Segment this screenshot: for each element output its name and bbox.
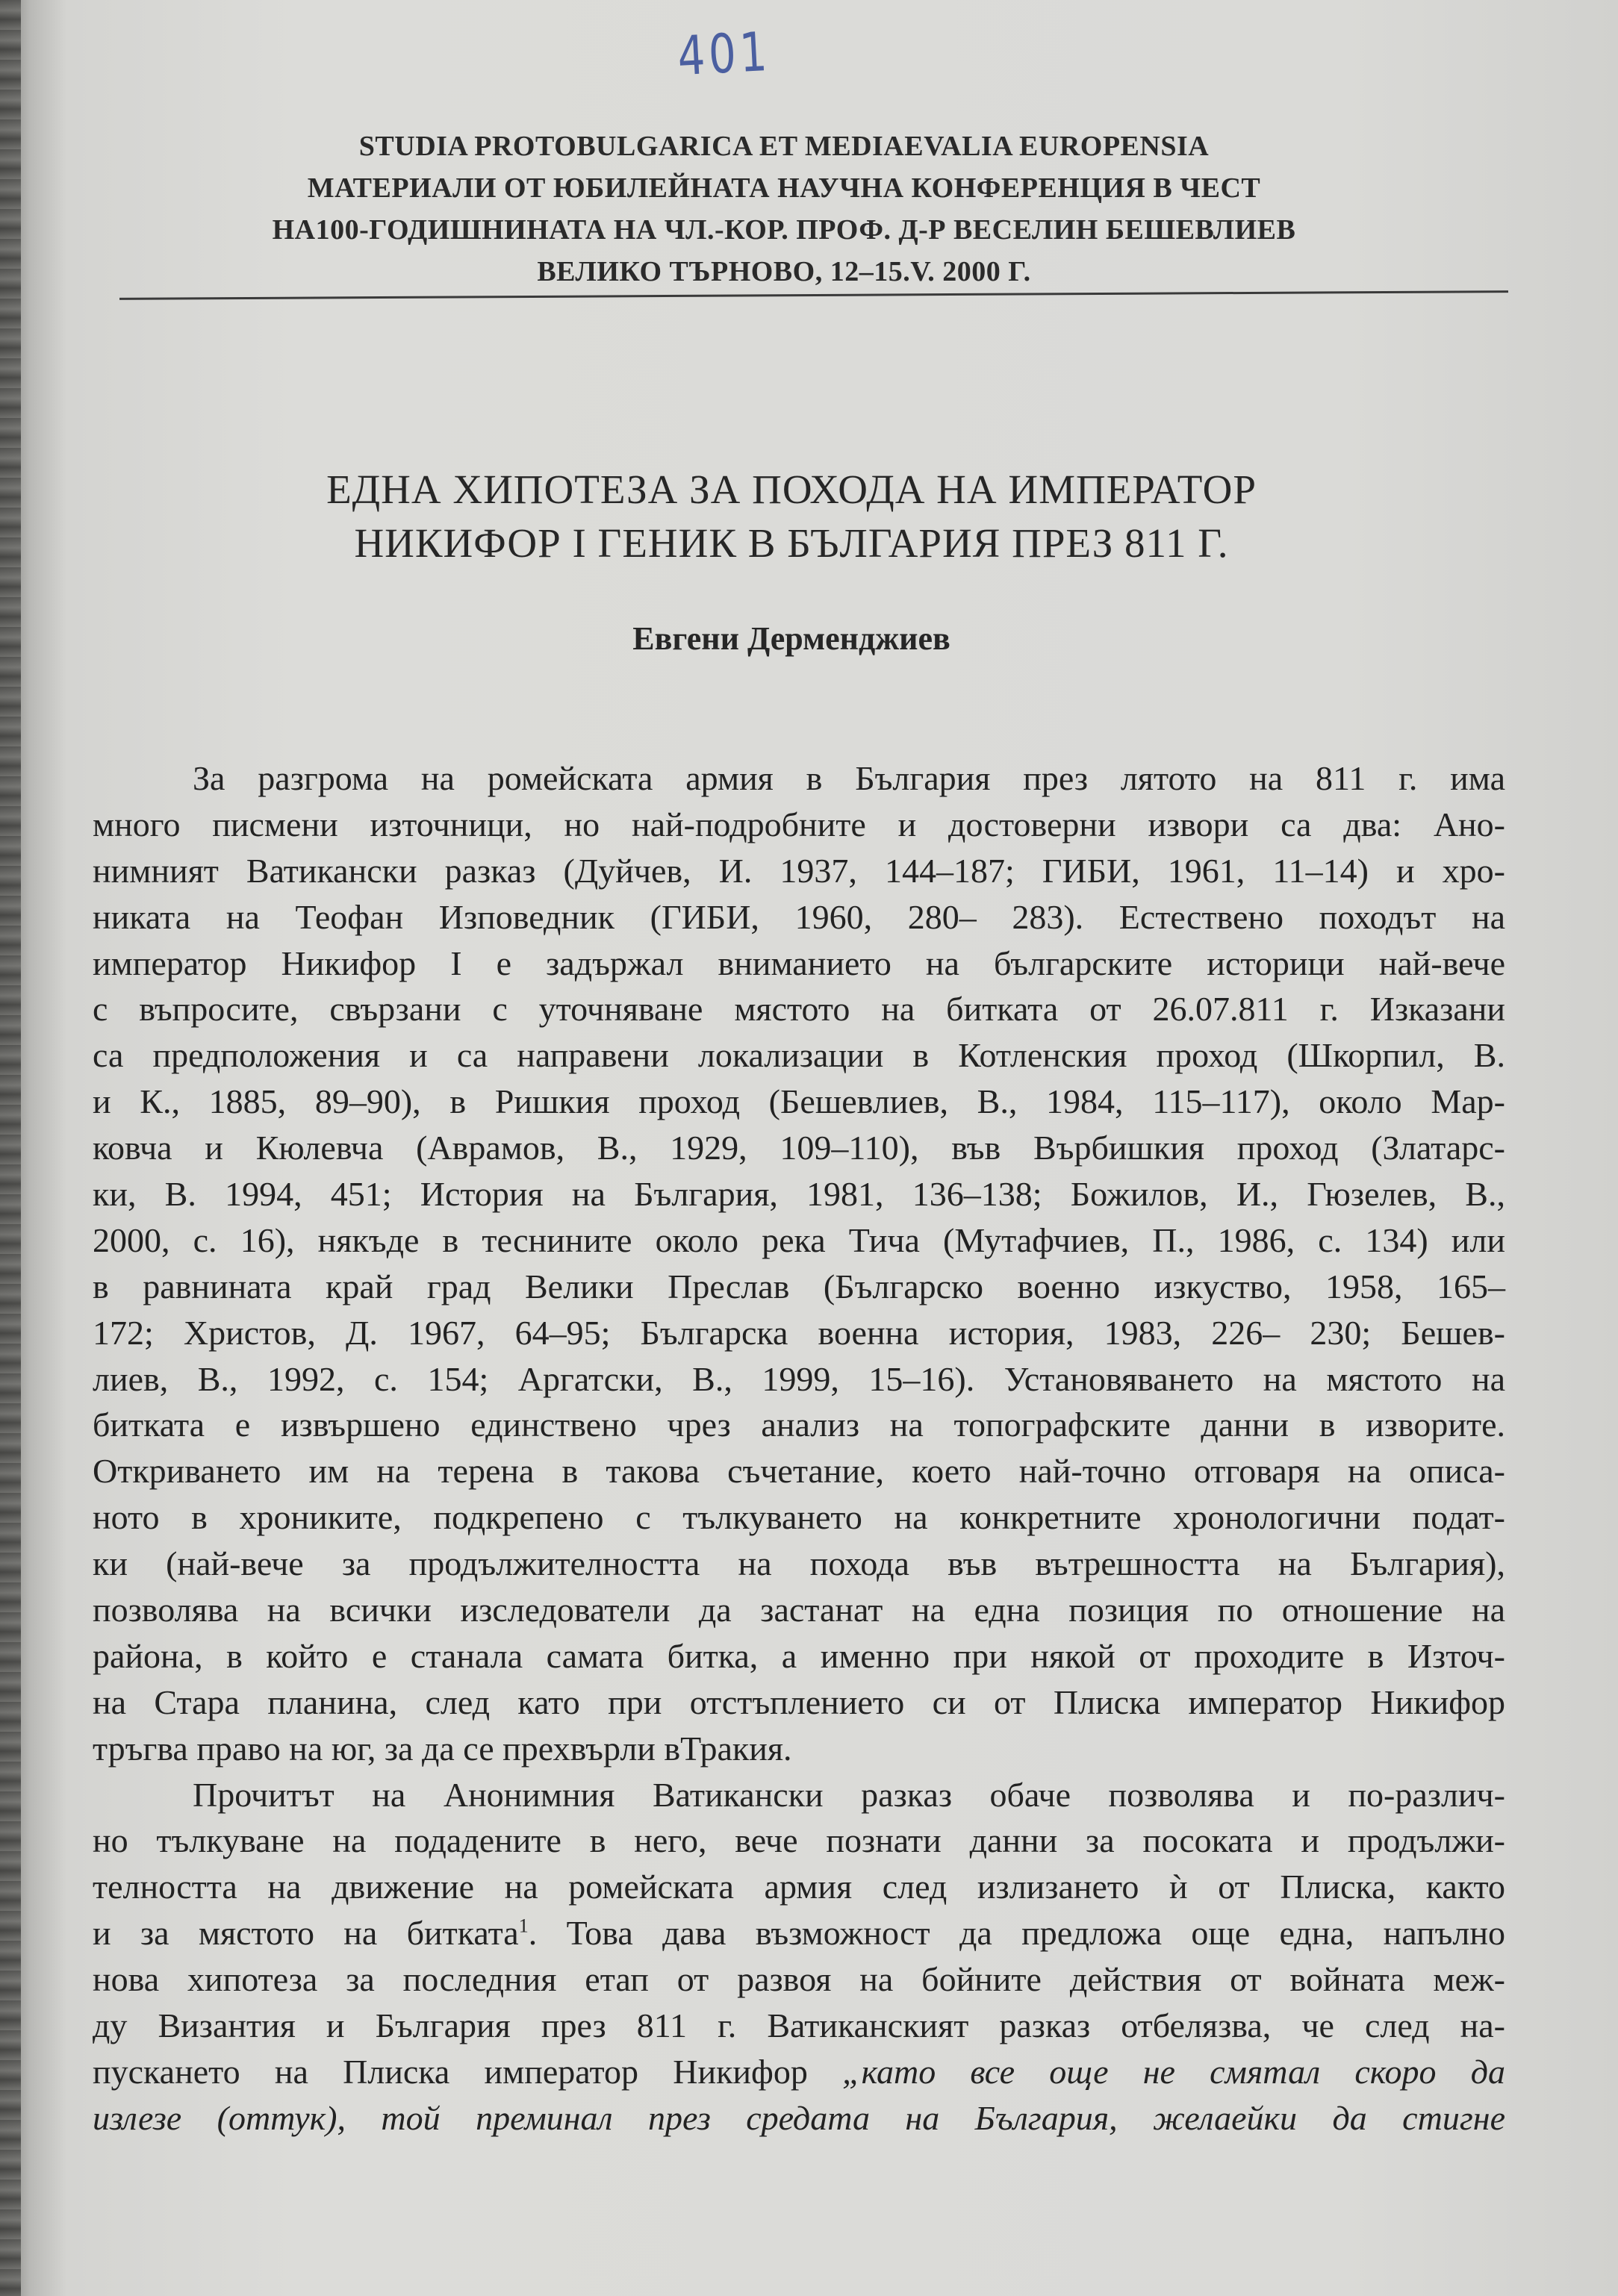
series-header-line: МАТЕРИАЛИ ОТ ЮБИЛЕЙНАТА НАУЧНА КОНФЕРЕНЦИЯ В ЧЕСТ [307, 172, 1261, 204]
body-line: ното в хрониките, подкрепено с тълкуването на конкретните хронологични подат- [93, 1498, 1505, 1537]
title-line: ЕДНА ХИПОТЕЗА ЗА ПОХОДА НА ИМПЕРАТОР [326, 467, 1257, 512]
body-line: 2000, с. 16), някъде в теснините около река Тича (Мутафчиев, П., 1986, с. 134) или [93, 1220, 1505, 1259]
handwritten-page-number: 401 [676, 19, 773, 88]
body-line: но тълкуване на подадените в него, вече познати данни за посоката и продължи- [93, 1821, 1505, 1860]
series-header [149, 125, 1419, 293]
body-line: нимният Ватикански разказ (Дуйчев, И. 1937, 144–187; ГИБИ, 1961, 11–14) и хро- [93, 851, 1505, 890]
body-line [93, 1910, 1505, 1956]
body-line: Откриването им на терена в такова съчетание, което най-точно отговаря на описа- [93, 1452, 1505, 1491]
body-line: района, в който е станала самата битка, а именно при някой от проходите в Източ- [93, 1636, 1505, 1675]
body-line: ду Византия и България през 811 г. Ватиканският разказ отбелязва, че след на- [93, 2006, 1505, 2045]
body-line: император Никифор I е задържал вниманието на българските историци най-вече [93, 943, 1505, 982]
body-line: в равнината край град Велики Преслав (Българско военно изкуство, 1958, 165– [93, 1267, 1505, 1305]
series-header-line: НА100-ГОДИШНИНАТА НА ЧЛ.-КОР. ПРОФ. Д-Р ВЕСЕЛИН БЕШЕВЛИЕВ [272, 214, 1296, 246]
body-text: . Това дава възможност да предложа още една, напълно [528, 1914, 1505, 1953]
body-line: излезе (оттук), той преминал през средата на България, желаейки да стигне [93, 2098, 1505, 2137]
body-text: и за мястото на битката [93, 1914, 519, 1953]
body-line: никата на Теофан Изповедник (ГИБИ, 1960, 280– 283). Естествено походът на [93, 897, 1505, 936]
body-line: много писмени източници, но най-подробните и достоверни извори са два: Ано- [93, 805, 1505, 843]
article-title [149, 463, 1434, 570]
binding-edge-shadow [0, 0, 21, 2296]
body-line: ки (най-вече за продължителността на похода във вътрешността на България), [93, 1544, 1505, 1583]
body-line: 172; Христов, Д. 1967, 64–95; Българска военна история, 1983, 226– 230; Бешев- [93, 1313, 1505, 1352]
body-text: пускането на Плиска император Никифор [93, 2052, 843, 2091]
footnote-marker: 1 [518, 1915, 529, 1937]
body-line: са предположения и са направени локализации в Котленския проход (Шкорпил, В. [93, 1036, 1505, 1075]
body-line: ки, В. 1994, 451; История на България, 1981, 136–138; Божилов, И., Гюзелев, В., [93, 1175, 1505, 1214]
author-name: Евгени Дерменджиев [632, 620, 950, 657]
body-line: лиев, В., 1992, с. 154; Аргатски, В., 1999, 15–16). Установяването на мястото на [93, 1359, 1505, 1398]
body-line: тръгва право на юг, за да се прехвърли вТракия. [93, 1729, 792, 1768]
body-line: с въпросите, свързани с уточняване мястото на битката от 26.07.811 г. Изказани [93, 990, 1505, 1029]
body-line: нова хипотеза за последния етап от развоя на бойните действия от войната меж- [93, 1960, 1505, 1999]
body-line [93, 2049, 1505, 2095]
series-header-line: STUDIA PROTOBULGARICA ET MEDIAEVALIA EUROPENSIA [358, 131, 1210, 162]
body-line: и К., 1885, 89–90), в Ришкия проход (Бешевлиев, В., 1984, 115–117), около Мар- [93, 1082, 1505, 1121]
body-line: на Стара планина, след като при отстъплението си от Плиска император Никифор [93, 1682, 1505, 1721]
body-line: ковча и Кюлевча (Аврамов, В., 1929, 109–110), във Върбишкия проход (Златарс- [93, 1129, 1505, 1167]
article-body [93, 755, 1505, 2141]
body-line: позволява на всички изследователи да застанат на една позиция по отношение на [93, 1591, 1505, 1629]
series-header-line: ВЕЛИКО ТЪРНОВО, 12–15.V. 2000 Г. [537, 256, 1031, 287]
title-line: НИКИФОР I ГЕНИК В БЪЛГАРИЯ ПРЕЗ 811 Г. [354, 520, 1229, 566]
quote-text: „като все още не смятал скоро да [842, 2052, 1505, 2091]
body-line: Прочитът на Анонимния Ватикански разказ обаче позволява и по-различ- [193, 1775, 1505, 1814]
body-line: За разгрома на ромейската армия в България през лятото на 811 г. има [193, 759, 1505, 797]
body-line: телността на движение на ромейската армия след излизането ѝ от Плиска, както [93, 1868, 1505, 1906]
body-line: битката е извършено единствено чрез анализ на топографските данни в изворите. [93, 1406, 1505, 1444]
